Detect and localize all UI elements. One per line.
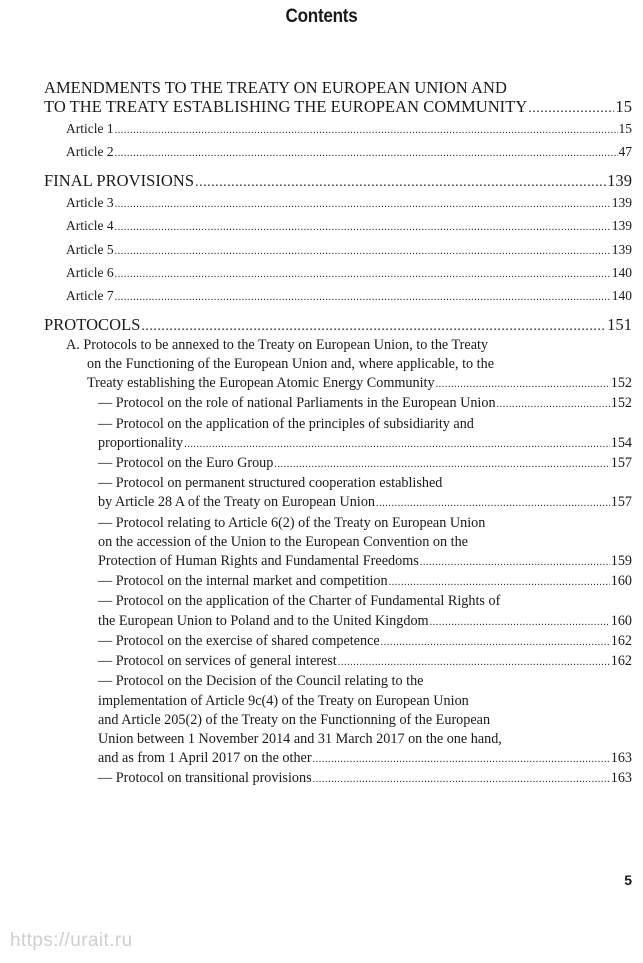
dot-leader xyxy=(184,435,610,454)
toc-section-final-provisions xyxy=(44,171,632,309)
toc-heading-final-provisions[interactable] xyxy=(44,171,632,192)
toc-heading-amendments-line1: AMENDMENTS TO THE TREATY ON EUROPEAN UNION AND xyxy=(44,78,507,97)
toc-entry-article-4[interactable] xyxy=(66,215,632,238)
toc-entry-protocol-structured-cooperation[interactable] xyxy=(98,474,632,513)
entry-line: on the accession of the Union to the European Convention on the xyxy=(98,533,468,550)
page-ref: 140 xyxy=(611,288,632,304)
dot-leader xyxy=(115,241,611,262)
entry-line: — Protocol on services of general interest xyxy=(98,653,337,670)
watermark-url: https://urait.ru xyxy=(10,930,133,951)
page-ref: 160 xyxy=(610,612,632,629)
toc-entry-protocol-national-parliaments[interactable] xyxy=(98,394,632,414)
page-number: 5 xyxy=(624,872,632,888)
entry-last-line xyxy=(98,769,632,789)
page-ref: 152 xyxy=(610,395,632,412)
entry-line: — Protocol on the Euro Group xyxy=(98,455,274,472)
page-ref: 162 xyxy=(610,632,632,649)
page-ref: 162 xyxy=(610,653,632,670)
heading-label: PROTOCOLS xyxy=(44,314,141,334)
toc-entry-protocol-charter[interactable] xyxy=(98,592,632,631)
page-ref: 159 xyxy=(610,553,632,570)
toc-section-amendments xyxy=(44,78,632,165)
heading-label: FINAL PROVISIONS xyxy=(44,170,195,190)
toc-entry-protocol-subsidiarity[interactable] xyxy=(98,415,632,454)
entry-line: — Protocol on the application of the Charter of Fundamental Rights of xyxy=(98,593,501,610)
entry-line: — Protocol on transitional provisions xyxy=(98,770,312,787)
toc-entry-protocol-shared-competence[interactable] xyxy=(98,632,632,652)
dot-leader xyxy=(381,633,610,652)
dot-leader xyxy=(497,395,610,414)
dot-leader xyxy=(274,455,609,474)
toc-entry-article-3[interactable] xyxy=(66,192,632,215)
dot-leader xyxy=(115,143,618,164)
entry-label: Article 4 xyxy=(66,218,114,234)
entry-label: Article 1 xyxy=(66,121,114,136)
page-ref: 151 xyxy=(607,314,632,334)
page-ref: 157 xyxy=(610,494,632,511)
dot-leader xyxy=(436,375,610,394)
toc-entry-article-6[interactable] xyxy=(66,262,632,285)
toc-entry-article-7[interactable] xyxy=(66,285,632,308)
dot-leader xyxy=(141,317,606,336)
entry-line: — Protocol on the internal market and competition xyxy=(98,573,388,590)
dot-leader xyxy=(313,770,610,789)
page-ref: 152 xyxy=(610,375,632,392)
entry-label: Article 3 xyxy=(66,194,114,210)
entry-last-line xyxy=(98,632,632,652)
page-ref: 160 xyxy=(610,573,632,590)
dot-leader xyxy=(430,613,610,632)
dot-leader xyxy=(115,120,618,141)
page-ref: 139 xyxy=(611,218,632,234)
entry-last-line xyxy=(98,749,632,769)
toc-entry-protocols-part-a[interactable] xyxy=(44,336,632,395)
toc-entry-article-1[interactable] xyxy=(66,118,632,141)
page-ref: 140 xyxy=(611,265,632,281)
dot-leader xyxy=(420,553,610,572)
toc-heading-protocols[interactable] xyxy=(44,315,632,336)
entry-last-line xyxy=(98,612,632,632)
page-ref: 139 xyxy=(607,170,632,190)
page-ref: 15 xyxy=(615,97,632,116)
entry-last-line xyxy=(98,652,632,672)
toc-entry-protocol-transitional[interactable] xyxy=(98,769,632,789)
dot-leader xyxy=(195,173,606,192)
table-of-contents xyxy=(44,78,632,790)
entry-line: A. Protocols to be annexed to the Treaty on European Union, to the Treaty xyxy=(66,336,489,353)
toc-entry-protocol-general-interest[interactable] xyxy=(98,652,632,672)
page-ref: 163 xyxy=(610,750,632,767)
entry-label: Article 5 xyxy=(66,241,114,257)
toc-entry-article-5[interactable] xyxy=(66,239,632,262)
dot-leader xyxy=(528,99,614,118)
dot-leader xyxy=(115,194,611,215)
toc-entry-protocol-euro-group[interactable] xyxy=(98,454,632,474)
page-ref: 15 xyxy=(618,121,632,136)
dot-leader xyxy=(115,217,611,238)
dot-leader xyxy=(313,750,610,769)
dot-leader xyxy=(376,494,610,513)
toc-entry-protocol-article-6-2[interactable] xyxy=(98,514,632,573)
entry-label: Article 7 xyxy=(66,288,114,304)
dot-leader xyxy=(115,264,611,285)
entry-line: implementation of Article 9c(4) of the Treaty on European Union xyxy=(98,692,469,709)
entry-line: by Article 28 A of the Treaty on European Union xyxy=(98,494,376,511)
dot-leader xyxy=(389,573,610,592)
entry-line: proportionality xyxy=(98,434,184,451)
entry-line: Protection of Human Rights and Fundamental Freedoms xyxy=(98,553,419,570)
page-ref: 157 xyxy=(610,455,632,472)
page-ref: 139 xyxy=(611,241,632,257)
entry-last-line xyxy=(98,434,632,454)
entry-label: Article 2 xyxy=(66,144,114,160)
entry-last-line xyxy=(98,454,632,474)
entry-line: — Protocol relating to Article 6(2) of the Treaty on European Union xyxy=(98,514,486,531)
page-ref: 163 xyxy=(610,770,632,787)
page-ref: 47 xyxy=(618,144,632,160)
dot-leader xyxy=(338,653,610,672)
toc-heading-amendments[interactable] xyxy=(44,97,632,118)
toc-entry-protocol-council-decision[interactable] xyxy=(98,672,632,769)
entry-last-line xyxy=(98,572,632,592)
entry-label: Article 6 xyxy=(66,265,114,281)
dot-leader xyxy=(115,287,611,308)
entry-last-line xyxy=(98,493,632,513)
page-ref: 139 xyxy=(611,194,632,210)
toc-entry-article-2[interactable] xyxy=(66,141,632,164)
page-ref: 154 xyxy=(610,434,632,451)
entry-line: — Protocol on the exercise of shared competence xyxy=(98,632,380,649)
entry-line: — Protocol on the role of national Parliaments in the European Union xyxy=(98,395,496,412)
entry-last-line xyxy=(98,552,632,572)
entry-line: — Protocol on the application of the principles of subsidiarity and xyxy=(98,415,474,432)
toc-entry-protocol-internal-market[interactable] xyxy=(98,572,632,592)
entry-line: — Protocol on the Decision of the Council relating to the xyxy=(98,673,424,690)
entry-line: on the Functioning of the European Union and, where applicable, to the xyxy=(87,356,494,373)
entry-last-line xyxy=(87,374,632,394)
entry-last-line xyxy=(98,394,632,414)
toc-heading-amendments-line2: TO THE TREATY ESTABLISHING THE EUROPEAN COMMUNITY xyxy=(44,97,528,116)
toc-section-protocols xyxy=(44,315,632,790)
entry-line: — Protocol on permanent structured cooperation established xyxy=(98,475,443,492)
page-title: Contents xyxy=(285,6,358,27)
entry-line: the European Union to Poland and to the United Kingdom xyxy=(98,612,429,629)
entry-line: and as from 1 April 2017 on the other xyxy=(98,750,312,767)
entry-line: and Article 205(2) of the Treaty on the Functionning of the European xyxy=(98,711,491,728)
entry-line: Treaty establishing the European Atomic Energy Community xyxy=(87,375,435,392)
entry-line: Union between 1 November 2014 and 31 March 2017 on the one hand, xyxy=(98,730,502,747)
